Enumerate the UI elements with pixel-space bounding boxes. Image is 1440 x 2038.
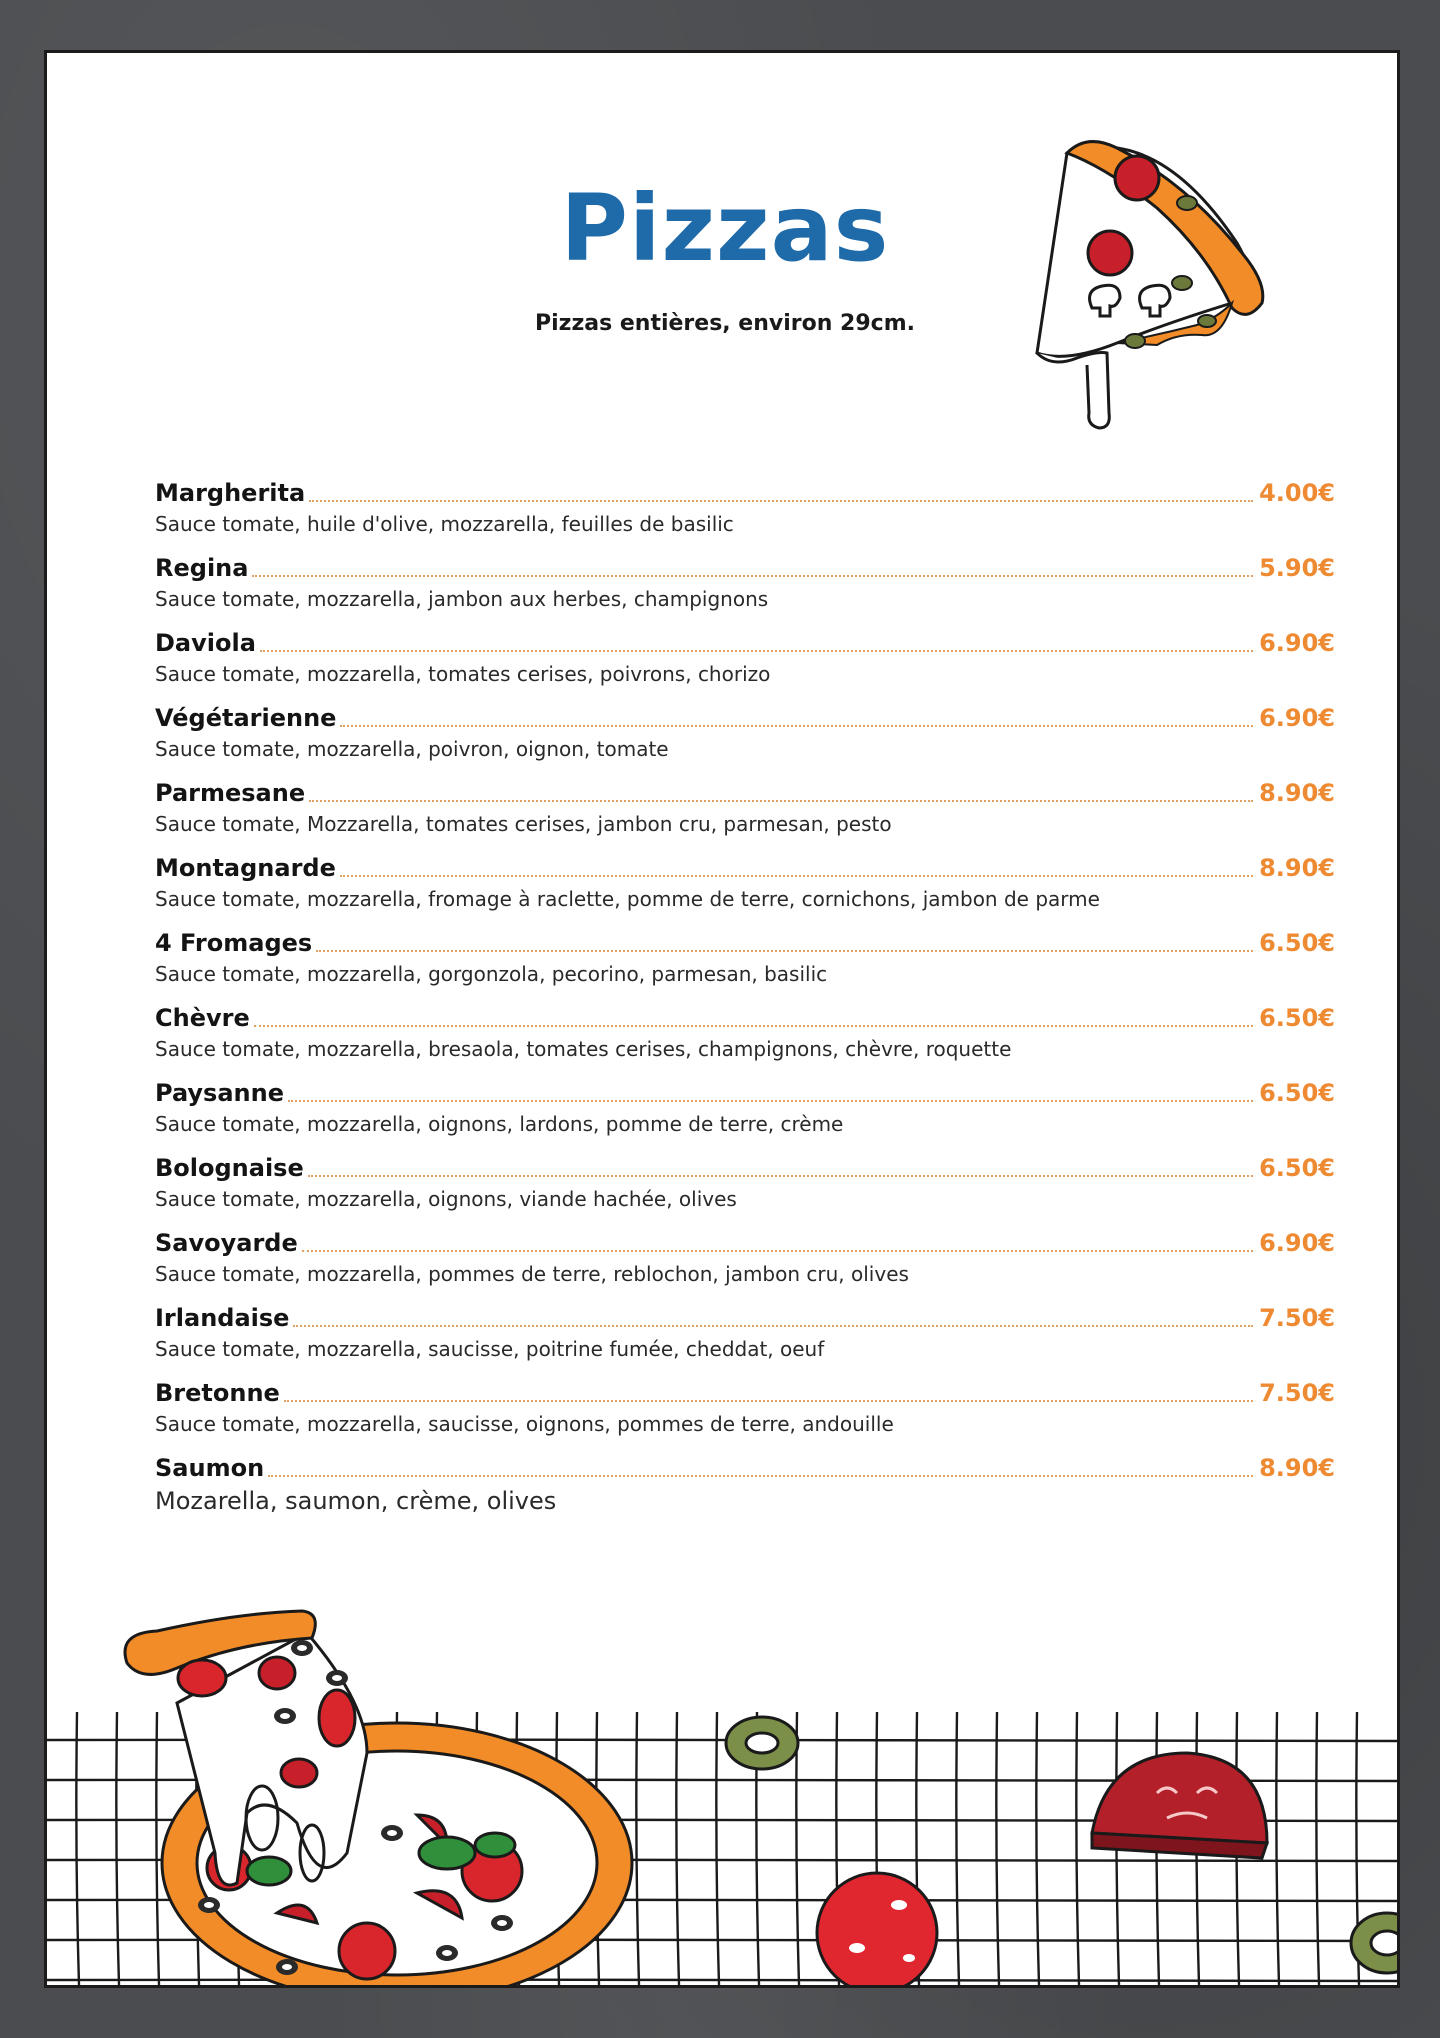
item-price: 6.50€ bbox=[1259, 1004, 1335, 1032]
item-description: Sauce tomate, mozzarella, saucisse, oignons, pommes de terre, andouille bbox=[155, 1412, 894, 1436]
salami-half-icon bbox=[1092, 1753, 1267, 1858]
item-description: Sauce tomate, mozzarella, gorgonzola, pecorino, parmesan, basilic bbox=[155, 962, 828, 986]
grid-line-vertical bbox=[1076, 1712, 1079, 1985]
item-price: 8.90€ bbox=[1259, 779, 1335, 807]
item-price: 6.50€ bbox=[1259, 1079, 1335, 1107]
item-name: Bretonne bbox=[155, 1379, 280, 1407]
grid-line-vertical bbox=[156, 1712, 159, 1985]
menu-item bbox=[155, 1296, 1335, 1371]
grid-line-vertical bbox=[996, 1712, 999, 1985]
leader-dots bbox=[309, 500, 1253, 502]
leader-dots bbox=[293, 1325, 1253, 1327]
item-price: 6.90€ bbox=[1259, 704, 1335, 732]
item-price: 8.90€ bbox=[1259, 854, 1335, 882]
menu-item bbox=[155, 621, 1335, 696]
leader-dots bbox=[309, 800, 1253, 802]
item-price: 6.50€ bbox=[1259, 1154, 1335, 1182]
bottom-illustration bbox=[47, 1553, 1397, 1985]
leader-dots bbox=[260, 650, 1253, 652]
item-name: Regina bbox=[155, 554, 249, 582]
item-description: Sauce tomate, mozzarella, jambon aux herbes, champignons bbox=[155, 587, 769, 611]
menu-item bbox=[155, 1071, 1335, 1146]
item-description: Sauce tomate, mozzarella, tomates cerises, poivrons, chorizo bbox=[155, 662, 771, 686]
grid-line-vertical bbox=[76, 1712, 79, 1985]
menu-item bbox=[155, 1371, 1335, 1446]
item-name: Saumon bbox=[155, 1454, 265, 1482]
item-price: 6.90€ bbox=[1259, 1229, 1335, 1257]
item-description: Sauce tomate, mozzarella, oignons, lardons, pomme de terre, crème bbox=[155, 1112, 844, 1136]
menu-item bbox=[155, 1146, 1335, 1221]
page-title: Pizzas bbox=[560, 175, 890, 282]
item-name: Irlandaise bbox=[155, 1304, 290, 1332]
item-price: 4.00€ bbox=[1259, 479, 1335, 507]
leader-dots bbox=[252, 575, 1253, 577]
menu-list bbox=[155, 471, 1335, 1521]
grid-line-vertical bbox=[1316, 1712, 1319, 1985]
leader-dots bbox=[340, 725, 1253, 727]
item-description: Sauce tomate, mozzarella, bresaola, tomates cerises, champignons, chèvre, roquette bbox=[155, 1037, 1012, 1061]
grid-line-vertical bbox=[716, 1712, 719, 1985]
menu-item bbox=[155, 771, 1335, 846]
menu-item bbox=[155, 1221, 1335, 1296]
item-price: 6.50€ bbox=[1259, 929, 1335, 957]
menu-item bbox=[155, 921, 1335, 996]
item-description: Sauce tomate, mozzarella, fromage à raclette, pomme de terre, cornichons, jambon de parme bbox=[155, 887, 1100, 911]
grid-line-vertical bbox=[676, 1712, 679, 1985]
leader-dots bbox=[316, 950, 1253, 952]
item-price: 8.90€ bbox=[1259, 1454, 1335, 1482]
item-name: Montagnarde bbox=[155, 854, 336, 882]
item-name: Paysanne bbox=[155, 1079, 284, 1107]
pepperoni-icon bbox=[817, 1873, 937, 1985]
pizza-slice-icon bbox=[1007, 113, 1297, 433]
grid-line-vertical bbox=[956, 1712, 959, 1985]
menu-item bbox=[155, 996, 1335, 1071]
item-description: Sauce tomate, mozzarella, pommes de terre, reblochon, jambon cru, olives bbox=[155, 1262, 909, 1286]
leader-dots bbox=[268, 1475, 1253, 1477]
item-description: Sauce tomate, mozzarella, oignons, viande hachée, olives bbox=[155, 1187, 737, 1211]
leader-dots bbox=[308, 1175, 1253, 1177]
item-price: 5.90€ bbox=[1259, 554, 1335, 582]
item-name: Bolognaise bbox=[155, 1154, 304, 1182]
leader-dots bbox=[284, 1400, 1253, 1402]
item-description: Sauce tomate, mozzarella, poivron, oignon, tomate bbox=[155, 737, 669, 761]
leader-dots bbox=[254, 1025, 1253, 1027]
item-price: 6.90€ bbox=[1259, 629, 1335, 657]
menu-item bbox=[155, 546, 1335, 621]
leader-dots bbox=[288, 1100, 1253, 1102]
menu-item bbox=[155, 696, 1335, 771]
item-name: 4 Fromages bbox=[155, 929, 313, 957]
item-description: Sauce tomate, huile d'olive, mozzarella, feuilles de basilic bbox=[155, 512, 734, 536]
item-name: Chèvre bbox=[155, 1004, 250, 1032]
grid-line-vertical bbox=[636, 1712, 639, 1985]
item-price: 7.50€ bbox=[1259, 1379, 1335, 1407]
grid-line-horizontal bbox=[47, 1980, 1397, 1981]
menu-item bbox=[155, 471, 1335, 546]
olive-ring-icon bbox=[726, 1717, 798, 1769]
item-name: Parmesane bbox=[155, 779, 306, 807]
menu-item bbox=[155, 846, 1335, 921]
grid-line-vertical bbox=[116, 1712, 119, 1985]
leader-dots bbox=[340, 875, 1253, 877]
page-subtitle: Pizzas entières, environ 29cm. bbox=[534, 311, 915, 336]
item-description: Sauce tomate, mozzarella, saucisse, poitrine fumée, cheddat, oeuf bbox=[155, 1337, 825, 1361]
item-name: Végétarienne bbox=[155, 704, 337, 732]
item-name: Savoyarde bbox=[155, 1229, 298, 1257]
menu-item bbox=[155, 1446, 1335, 1521]
item-name: Daviola bbox=[155, 629, 256, 657]
grid-line-vertical bbox=[1276, 1712, 1279, 1985]
menu-page bbox=[44, 50, 1400, 1988]
item-description: Sauce tomate, Mozzarella, tomates cerises, jambon cru, parmesan, pesto bbox=[155, 812, 892, 836]
item-price: 7.50€ bbox=[1259, 1304, 1335, 1332]
item-description: Mozarella, saumon, crème, olives bbox=[155, 1487, 557, 1515]
leader-dots bbox=[302, 1250, 1253, 1252]
grid-line-vertical bbox=[1036, 1712, 1039, 1985]
item-name: Margherita bbox=[155, 479, 306, 507]
